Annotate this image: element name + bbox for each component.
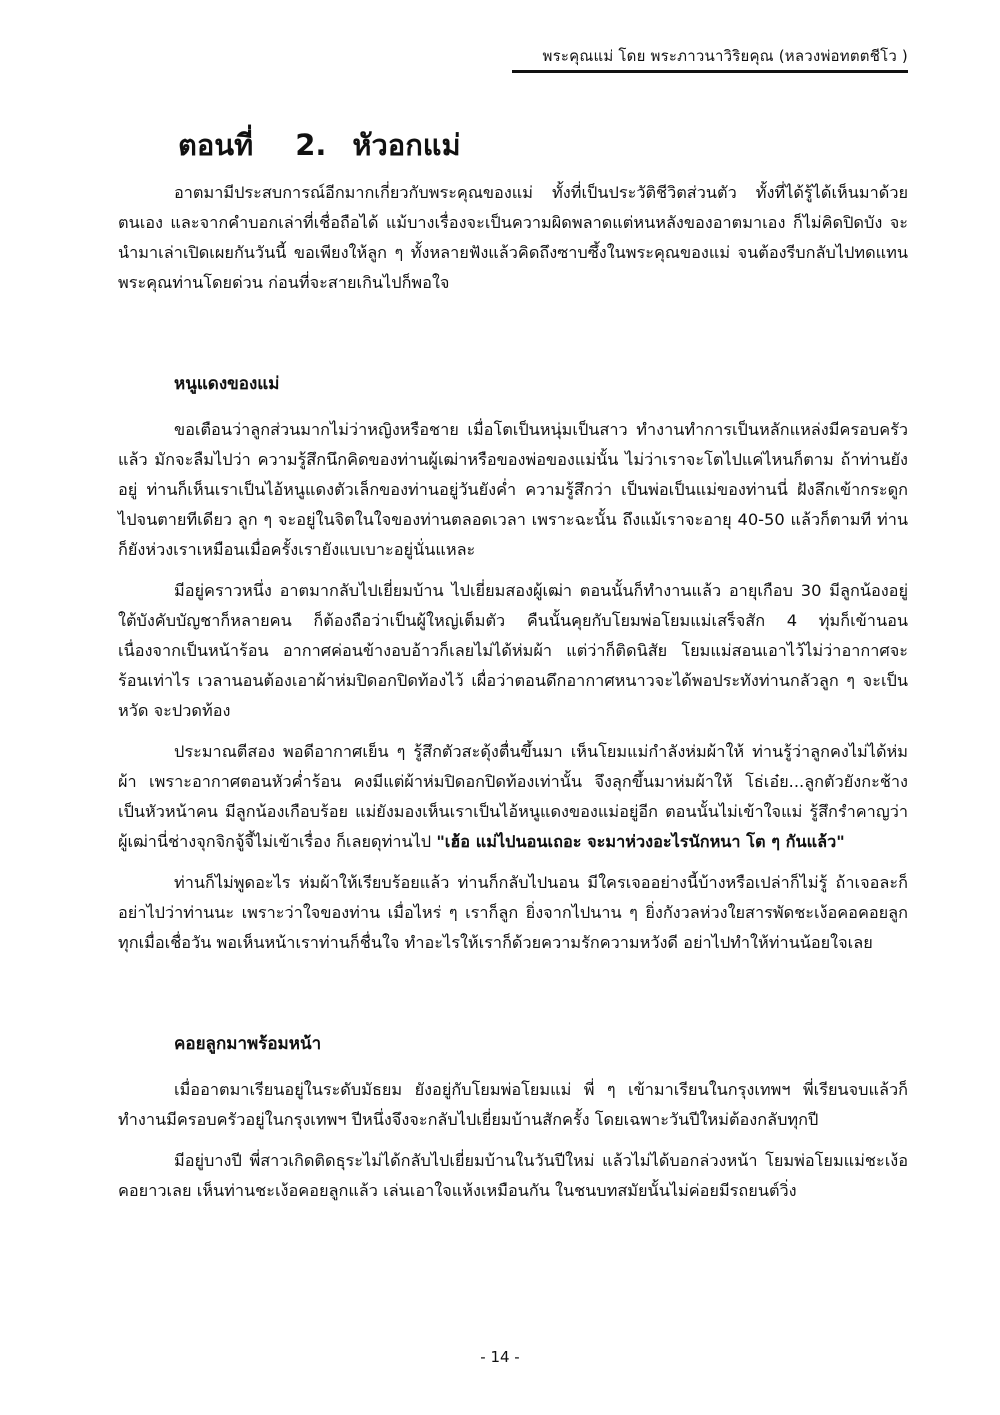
- section2-paragraph-2: มีอยู่บางปี พี่สาวเกิดติดธุระไม่ได้กลับไปเยี่ยมบ้านในวันปีใหม่ แล้วไม่ได้บอกล่วงหน้า โยมพ่อโยมแม่ชะเง้อคอยาวเลย เห็นท่านชะเง้อคอยลูกแล้ว เล่นเอาใจแห้งเหมือนกัน ในชนบทสมัยนั้นไม่ค่อยมีรถยนต์วิ่ง: [118, 1151, 908, 1200]
- header-rule: [512, 70, 908, 73]
- chapter-label: ตอนที่: [178, 128, 254, 162]
- section2-paragraph-1: เมื่ออาตมาเรียนอยู่ในระดับมัธยม ยังอยู่กับโยมพ่อโยมแม่ พี่ ๆ เข้ามาเรียนในกรุงเทพฯ พี่เรียนจบแล้วก็ทำงานมีครอบครัวอยู่ในกรุงเทพฯ ปีหนึ่งจึงจะกลับไปเยี่ยมบ้านสักครั้ง โดยเฉพาะวันปีใหม่ต้องกลับทุกปี: [118, 1080, 908, 1129]
- body-text: [118, 178, 908, 1217]
- paragraph-text: ประมาณตีสอง พอดีอากาศเย็น ๆ รู้สึกตัวสะดุ้งตื่นขึ้นมา เห็นโยมแม่กำลังห่มผ้าให้ ท่านรู้ว่าลูกคงไม่ได้ห่มผ้า เพราะอากาศตอนหัวค่ำร้อน คงมีแต่ผ้าห่มปิดอกปิดท้องเท่านั้น จึงลุกขึ้นมาห่มผ้าให้ โธ่เอ๋ย...ลูกตัวยังกะช้าง เป็นหัวหน้าคน มีลูกน้องเกือบร้อย แม่ยังมองเห็นเราเป็นไอ้หนูแดงของแม่อยู่อีก ตอนนั้นไม่เข้าใจแม่ รู้สึกรำคาญว่า ผู้เฒ่านี่ช่างจุกจิกจู้จี้ไม่เข้าเรื่อง ก็เลยดุท่านไป: [118, 742, 908, 851]
- page-number: - 14 -: [480, 1348, 520, 1366]
- section-heading-1: หนูแดงของแม่: [174, 374, 280, 394]
- running-header: พระคุณแม่ โดย พระภาวนาวิริยคุณ (หลวงพ่อทตตชีโว ): [542, 47, 908, 65]
- section1-paragraph-1: ขอเตือนว่าลูกส่วนมากไม่ว่าหญิงหรือชาย เมื่อโตเป็นหนุ่มเป็นสาว ทำงานทำการเป็นหลักแหล่งมีครอบครัวแล้ว มักจะลืมไปว่า ความรู้สึกนึกคิดของท่านผู้เฒ่าหรือของพ่อของแม่นั้น ไม่ว่าเราจะโตไปแค่ไหนก็ตาม ถ้าท่านยังอยู่ ท่านก็เห็นเราเป็นไอ้หนูแดงตัวเล็กของท่านอยู่วันยังค่ำ ความรู้สึกว่า เป็นพ่อเป็นแม่ของท่านนี่ ฝังลึกเข้ากระดูกไปจนตายทีเดียว ลูก ๆ จะอยู่ในจิตในใจของท่านตลอดเวลา เพราะฉะนั้น ถึงแม้เราจะอายุ 40-50 แล้วก็ตามที ท่านก็ยังห่วงเราเหมือนเมื่อครั้งเรายังแบเบาะอยู่นั่นแหละ: [118, 420, 908, 559]
- section1-paragraph-3: [118, 737, 908, 857]
- chapter-number: 2.: [295, 128, 327, 162]
- section-spacer: [118, 309, 908, 369]
- section1-paragraph-2: มีอยู่คราวหนึ่ง อาตมากลับไปเยี่ยมบ้าน ไปเยี่ยมสองผู้เฒ่า ตอนนั้นก็ทำงานแล้ว อายุเกือบ 30 มีลูกน้องอยู่ใต้บังคับบัญชาก็หลายคน ก็ต้องถือว่าเป็นผู้ใหญ่เต็มตัว คืนนั้นคุยกับโยมพ่อโยมแม่เสร็จสัก 4 ทุ่มก็เข้านอน เนื่องจากเป็นหน้าร้อน อากาศค่อนข้างอบอ้าวก็เลยไม่ได้ห่มผ้า แต่ว่าก็ติดนิสัย โยมแม่สอนเอาไว้ไม่ว่าอากาศจะร้อนเท่าไร เวลานอนต้องเอาผ้าห่มปิดอกปิดท้องไว้ เผื่อว่าตอนดึกอากาศหนาวจะได้พอประทังท่านกลัวลูก ๆ จะเป็นหวัด จะปวดท้อง: [118, 581, 908, 720]
- bold-quote: "เฮ้อ แม่ไปนอนเถอะ จะมาห่วงอะไรนักหนา โต ๆ กันแล้ว": [436, 832, 845, 851]
- section-heading-2: คอยลูกมาพร้อมหน้า: [174, 1034, 322, 1054]
- chapter-title: [178, 122, 461, 168]
- section1-paragraph-4: ท่านก็ไม่พูดอะไร ห่มผ้าให้เรียบร้อยแล้ว ท่านก็กลับไปนอน มีใครเจออย่างนี้บ้างหรือเปล่าก็ไม่รู้ ถ้าเจอละก็ อย่าไปว่าท่านนะ เพราะว่าใจของท่าน เมื่อไหร่ ๆ เราก็ลูก ยิ่งจากไปนาน ๆ ยิ่งกังวลห่วงใยสารพัดชะเง้อคอคอยลูกทุกเมื่อเชื่อวัน พอเห็นหน้าเราท่านก็ชื่นใจ ทำอะไรให้เราก็ด้วยความรักความหวังดี อย่าไปทำให้ท่านน้อยใจเลย: [118, 873, 908, 952]
- section-spacer: [118, 969, 908, 1029]
- intro-paragraph: อาตมามีประสบการณ์อีกมากเกี่ยวกับพระคุณของแม่ ทั้งที่เป็นประวัติชีวิตส่วนตัว ทั้งที่ได้รู้ได้เห็นมาด้วยตนเอง และจากคำบอกเล่าที่เชื่อถือได้ แม้บางเรื่องจะเป็นความผิดพลาดแต่หนหลังของอาตมาเอง ก็ไม่คิดปิดบัง จะนำมาเล่าเปิดเผยกันวันนี้ ขอเพียงให้ลูก ๆ ทั้งหลายฟังแล้วคิดถึงซาบซึ้งในพระคุณของแม่ จนต้องรีบกลับไปทดแทนพระคุณท่านโดยด่วน ก่อนที่จะสายเกินไปก็พอใจ: [118, 183, 908, 292]
- chapter-name: หัวอกแม่: [352, 128, 461, 162]
